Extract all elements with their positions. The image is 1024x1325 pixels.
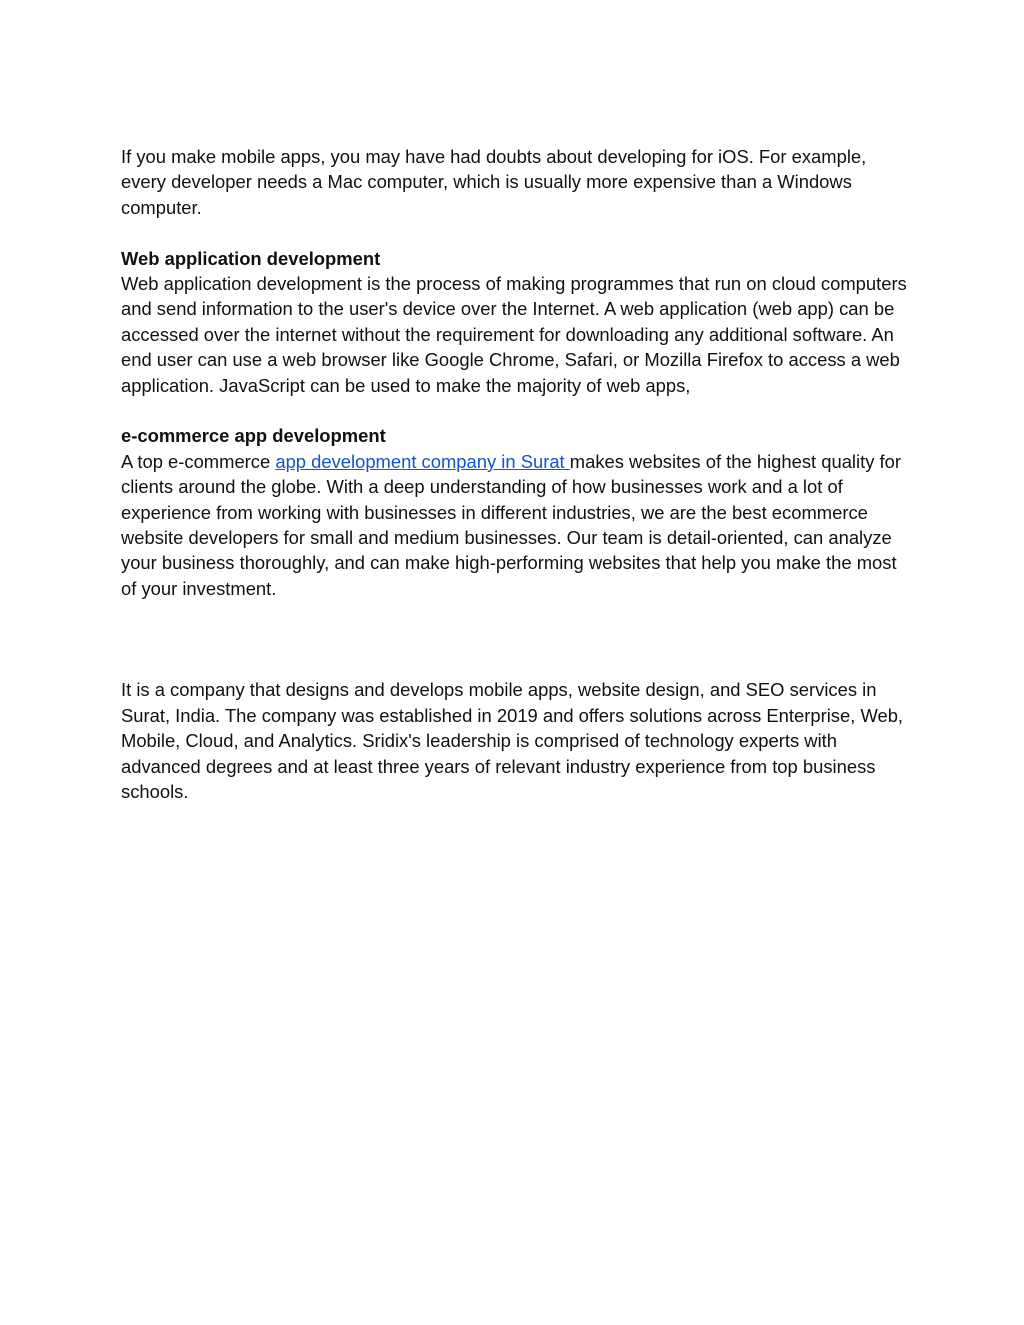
section-spacer xyxy=(121,601,911,677)
ecommerce-heading: e-commerce app development xyxy=(121,425,386,447)
paragraph-spacer xyxy=(121,398,911,423)
web-app-heading: Web application development xyxy=(121,247,381,269)
document-body xyxy=(121,144,911,805)
app-development-company-link[interactable]: app development company in Surat xyxy=(275,450,570,472)
intro-paragraph: If you make mobile apps, you may have had doubts about developing for iOS. For example, every developer needs a Mac computer, which is usually more expensive than a Windows computer. xyxy=(121,146,867,218)
ecommerce-text-after-link: makes websites of the highest quality for clients around the globe. With a deep understanding of how businesses work and a lot of experience from working with businesses in different industries, we are the best ecommerce website developers for small and medium businesses. Our team is detail-oriented, can analyze your business thoroughly, and can make high-performing websites that help you make the most of your investment. xyxy=(121,450,901,599)
ecommerce-text-before-link: A top e-commerce xyxy=(121,450,276,472)
web-app-paragraph: Web application development is the process of making programmes that run on cloud computers and send information to the user's device over the Internet. A web application (web app) can be accessed over the internet without the requirement for downloading any additional software. An end user can use a web browser like Google Chrome, Safari, or Mozilla Firefox to access a web application. JavaScript can be used to make the majority of web apps, xyxy=(121,273,907,396)
ecommerce-paragraph xyxy=(121,449,911,601)
company-paragraph: It is a company that designs and develops mobile apps, website design, and SEO services in Surat, India. The company was established in 2019 and offers solutions across Enterprise, Web, Mobile, Cloud, and Analytics. Sridix's leadership is comprised of technology experts with advanced degrees and at least three years of relevant industry experience from top business schools. xyxy=(121,679,904,803)
paragraph-spacer xyxy=(121,220,911,245)
